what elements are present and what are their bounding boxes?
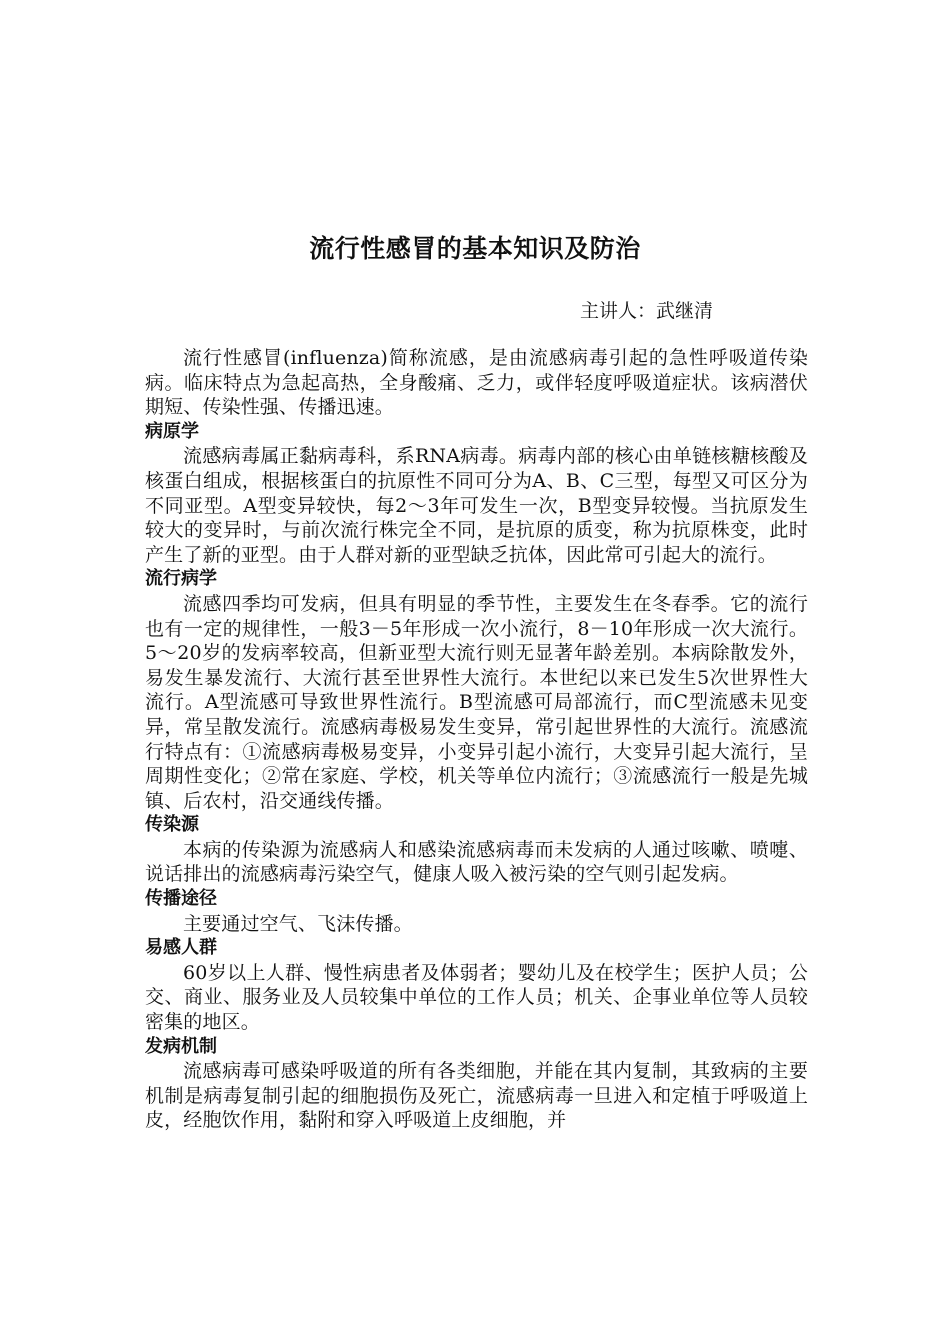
- section-heading-transmission: 传播途径: [145, 888, 217, 910]
- section-heading-infection-source: 传染源: [145, 814, 199, 836]
- section-heading-pathogen: 病原学: [145, 420, 199, 442]
- document-title: 流行性感冒的基本知识及防治: [309, 234, 641, 263]
- section-paragraph-infection-source: 本病的传染源为流感病人和感染流感病毒而未发病的人通过咳嗽、喷嚏、说话排出的流感病毒污染空气，健康人吸入被污染的空气则引起发病。: [145, 838, 808, 886]
- section-paragraph-epidemiology: 流感四季均可发病，但具有明显的季节性，主要发生在冬春季。它的流行也有一定的规律性，一般3－5年形成一次小流行，8－10年形成一次大流行。5～20岁的发病率较高，但新亚型大流行则无显著年龄差别。本病除散发外，易发生暴发流行、大流行甚至世界性大流行。本世纪以来已发生5次世界性大流行。A型流感可导致世界性流行。B型流感可局部流行，而C型流感未见变异，常呈散发流行。流感病毒极易发生变异，常引起世界性的大流行。流感流行特点有：①流感病毒极易变异，小变异引起小流行，大变异引起大流行，呈周期性变化；②常在家庭、学校，机关等单位内流行；③流感流行一般是先城镇、后农村，沿交通线传播。: [145, 592, 808, 812]
- document-body: [145, 346, 808, 1133]
- section-paragraph-transmission: 主要通过空气、飞沫传播。: [183, 912, 413, 935]
- section-paragraph-susceptible-population: 60岁以上人群、慢性病患者及体弱者；婴幼儿及在校学生；医护人员；公交、商业、服务业及人员较集中单位的工作人员；机关、企事业单位等人员较密集的地区。: [145, 961, 808, 1034]
- section-paragraph-pathogenesis: 流感病毒可感染呼吸道的所有各类细胞，并能在其内复制，其致病的主要机制是病毒复制引起的细胞损伤及死亡，流感病毒一旦进入和定植于呼吸道上皮，经胞饮作用，黏附和穿入呼吸道上皮细胞，并: [145, 1060, 808, 1132]
- intro-paragraph: 流行性感冒(influenza)简称流感，是由流感病毒引起的急性呼吸道传染病。临床特点为急起高热，全身酸痛、乏力，或伴轻度呼吸道症状。该病潜伏期短、传染性强、传播迅速。: [145, 347, 808, 419]
- section-heading-susceptible-population: 易感人群: [145, 937, 217, 959]
- speaker-line: 主讲人：武继清: [580, 300, 714, 322]
- section-heading-pathogenesis: 发病机制: [145, 1035, 217, 1057]
- section-heading-epidemiology: 流行病学: [145, 568, 217, 590]
- section-paragraph-pathogen: 流感病毒属正黏病毒科，系RNA病毒。病毒内部的核心由单链核糖核酸及核蛋白组成，根据核蛋白的抗原性不同可分为A、B、C三型，每型又可区分为不同亚型。A型变异较快，每2～3年可发生一次，B型变异较慢。当抗原发生较大的变异时，与前次流行株完全不同，是抗原的质变，称为抗原株变，此时产生了新的亚型。由于人群对新的亚型缺乏抗体，因此常可引起大的流行。: [145, 445, 808, 566]
